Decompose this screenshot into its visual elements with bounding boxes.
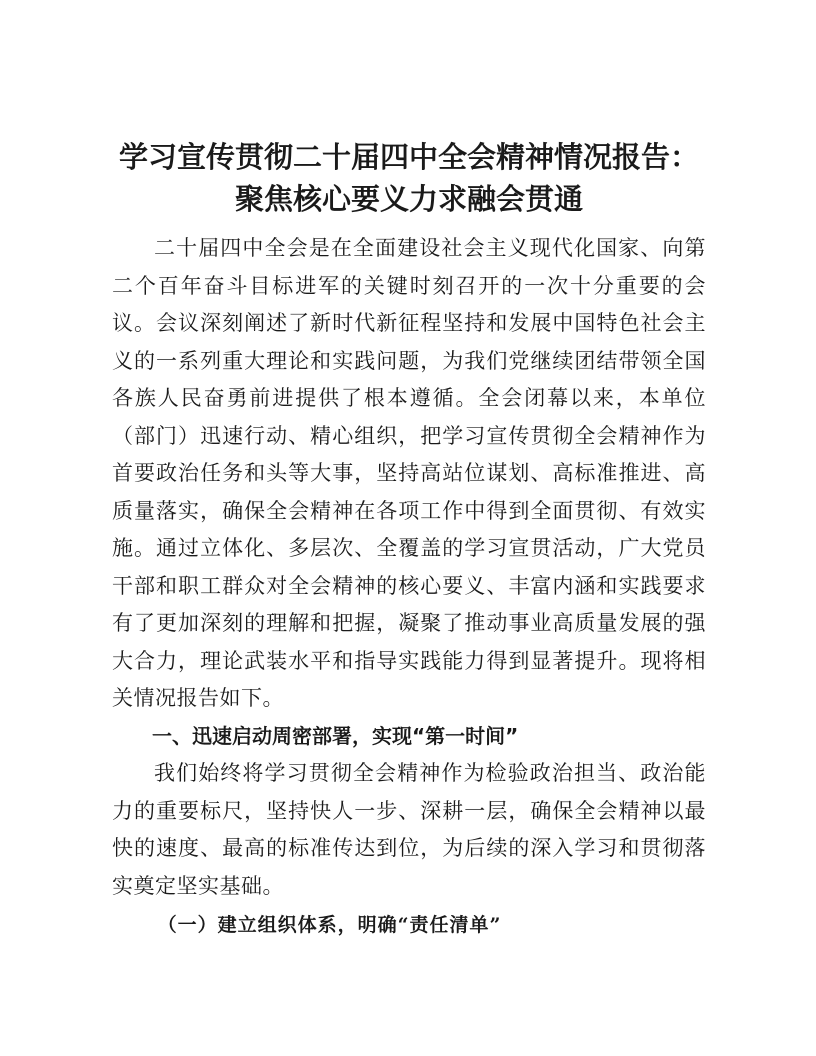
document-page	[112, 136, 706, 945]
subsection-1-heading: （一）建立组织体系，明确“责任清单”	[157, 914, 502, 936]
document-title	[112, 136, 706, 220]
title-line-1: 学习宣传贯彻二十届四中全会精神情况报告：	[118, 140, 699, 174]
title-line-2: 聚焦核心要义力求融会贯通	[234, 182, 583, 216]
intro-paragraph: 二十届四中全会是在全面建设社会主义现代化国家、向第二个百年奋斗目标进军的关键时刻召开的一次十分重要的会议。会议深刻阐述了新时代新征程坚持和发展中国特色社会主义的一系列重大理论和实践问题，为我们党继续团结带领全国各族人民奋勇前进提供了根本遵循。全会闭幕以来，本单位（部门）迅速行动、精心组织，把学习宣传贯彻全会精神作为首要政治任务和头等大事，坚持高站位谋划、高标准推进、高质量落实，确保全会精神在各项工作中得到全面贯彻、有效实施。通过立体化、多层次、全覆盖的学习宣贯活动，广大党员干部和职工群众对全会精神的核心要义、丰富内涵和实践要求有了更加深刻的理解和把握，凝聚了推动事业高质量发展的强大合力，理论武装水平和指导实践能力得到显著提升。现将相关情况报告如下。	[112, 236, 706, 710]
section-1-paragraph: 我们始终将学习贯彻全会精神作为检验政治担当、政治能力的重要标尺，坚持快人一步、深耕一层，确保全会精神以最快的速度、最高的标准传达到位，为后续的深入学习和贯彻落实奠定坚实基础。	[112, 761, 706, 898]
section-1-heading: 一、迅速启动周密部署，实现“第一时间”	[152, 723, 519, 748]
